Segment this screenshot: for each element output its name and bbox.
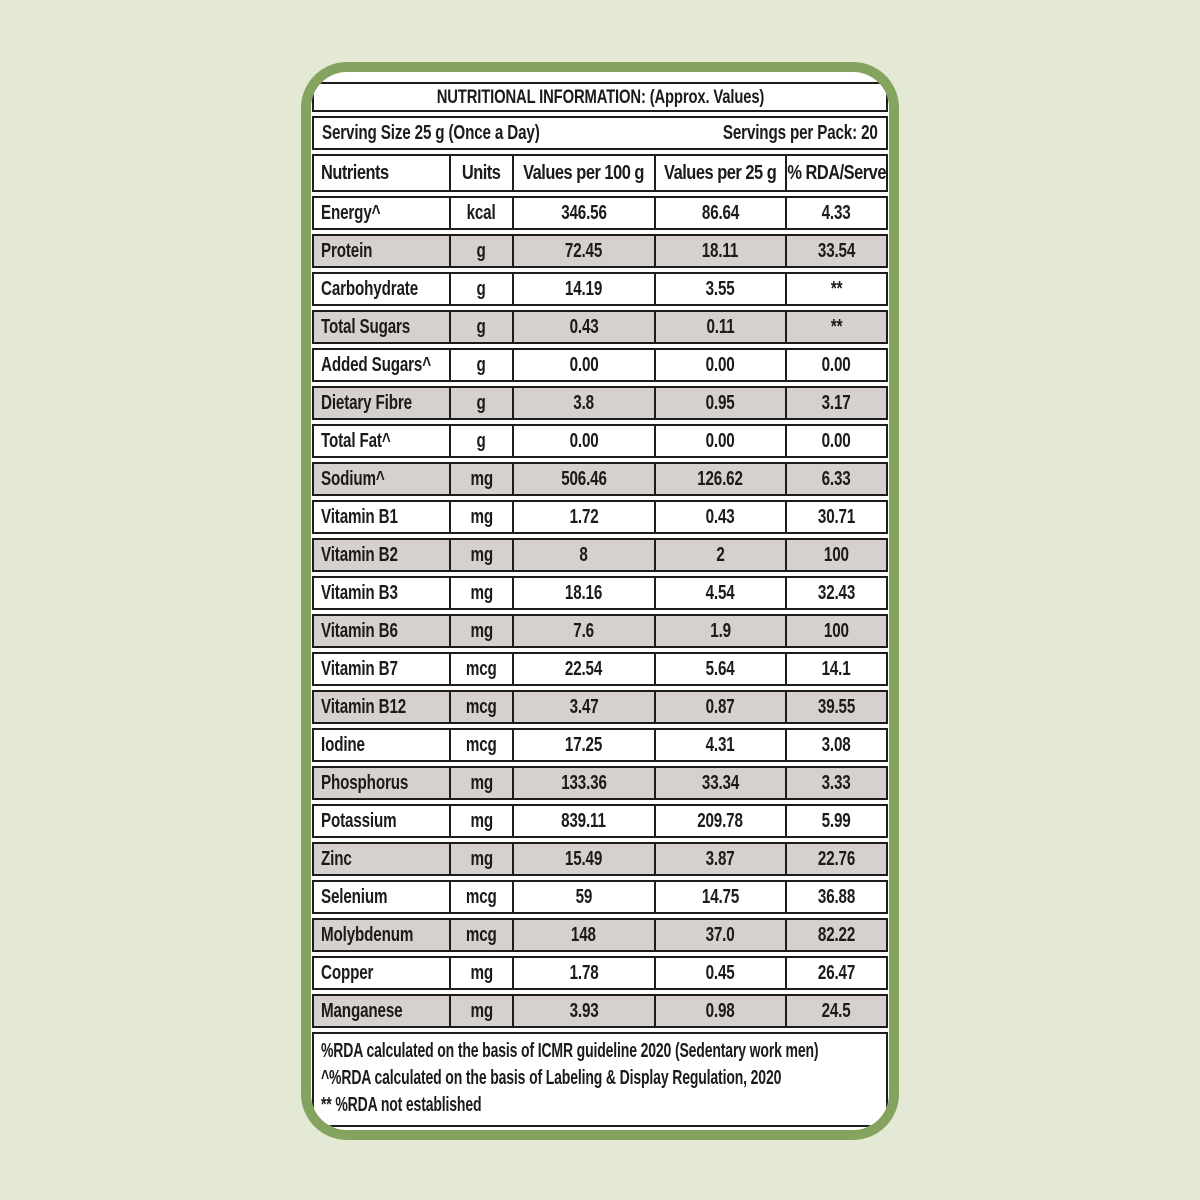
- rda-per-serve-value: 82.22: [817, 923, 856, 946]
- value-per-100g-cell: [512, 312, 654, 342]
- unit-value: mg: [470, 999, 493, 1022]
- column-header-rda-per-serve: % RDA/Serve: [787, 161, 886, 184]
- unit-value: kcal: [466, 201, 496, 224]
- value-per-100g: 14.19: [565, 277, 603, 300]
- unit-cell: [449, 198, 512, 228]
- value-per-100g-cell: [512, 844, 654, 874]
- footnote-rda-not-established: ** %RDA not established: [321, 1094, 482, 1116]
- rda-per-serve-cell: [785, 806, 886, 836]
- unit-value: mcg: [466, 695, 497, 718]
- value-per-100g: 133.36: [561, 771, 607, 794]
- rda-per-serve-value: 14.1: [821, 657, 851, 680]
- nutrient-cell: [314, 578, 449, 608]
- table-row: [312, 728, 888, 762]
- unit-cell: [449, 730, 512, 760]
- unit-value: g: [476, 391, 487, 414]
- unit-cell: [449, 350, 512, 380]
- rda-per-serve-value: 100: [823, 543, 849, 566]
- value-per-25g: 5.64: [705, 657, 735, 680]
- value-per-25g-cell: [654, 768, 785, 798]
- value-per-25g: 126.62: [697, 467, 744, 490]
- rda-per-serve-cell: [785, 464, 886, 494]
- value-per-100g: 0.00: [569, 353, 599, 376]
- nutrient-name: Total Fat^: [321, 429, 391, 452]
- rda-per-serve-value: 100: [823, 619, 849, 642]
- column-header-nutrients: Nutrients: [321, 161, 389, 184]
- nutrient-cell: [314, 654, 449, 684]
- rda-per-serve-cell: [785, 502, 886, 532]
- rda-per-serve-value: 26.47: [817, 961, 856, 984]
- unit-cell: [449, 426, 512, 456]
- table-row: [312, 766, 888, 800]
- nutrient-name: Phosphorus: [321, 771, 409, 794]
- unit-value: mcg: [466, 657, 497, 680]
- value-per-25g-cell: [654, 426, 785, 456]
- rda-per-serve-value: 39.55: [817, 695, 856, 718]
- value-per-100g-cell: [512, 426, 654, 456]
- value-per-25g-cell: [654, 654, 785, 684]
- rda-per-serve-cell: [785, 616, 886, 646]
- table-row: [312, 576, 888, 610]
- table-header-row: [312, 154, 888, 192]
- value-per-100g: 346.56: [561, 201, 607, 224]
- table-row: [312, 272, 888, 306]
- unit-value: mg: [470, 467, 493, 490]
- label-title: NUTRITIONAL INFORMATION: (Approx. Values): [436, 85, 764, 108]
- table-row: [312, 918, 888, 952]
- value-per-100g: 18.16: [565, 581, 603, 604]
- servings-per-pack-text: Servings per Pack: 20: [723, 121, 878, 144]
- unit-value: mcg: [466, 733, 497, 756]
- value-per-25g: 18.11: [702, 239, 739, 262]
- unit-cell: [449, 388, 512, 418]
- nutrient-cell: [314, 920, 449, 950]
- unit-cell: [449, 616, 512, 646]
- nutrient-cell: [314, 464, 449, 494]
- value-per-100g-cell: [512, 464, 654, 494]
- unit-value: g: [476, 277, 487, 300]
- value-per-100g-cell: [512, 236, 654, 266]
- value-per-25g: 14.75: [701, 885, 739, 908]
- nutrient-name: Potassium: [321, 809, 397, 832]
- table-row: [312, 348, 888, 382]
- value-per-25g: 0.98: [705, 999, 735, 1022]
- nutrient-cell: [314, 616, 449, 646]
- value-per-25g-cell: [654, 806, 785, 836]
- table-row: [312, 880, 888, 914]
- rda-per-serve-cell: [785, 388, 886, 418]
- rda-per-serve-cell: [785, 236, 886, 266]
- value-per-25g-cell: [654, 388, 785, 418]
- rda-per-serve-cell: [785, 540, 886, 570]
- rda-per-serve-cell: [785, 730, 886, 760]
- footnotes-box: [312, 1032, 888, 1127]
- nutrient-cell: [314, 882, 449, 912]
- value-per-25g: 0.43: [705, 505, 735, 528]
- value-per-100g-cell: [512, 388, 654, 418]
- unit-cell: [449, 806, 512, 836]
- serving-size-text: Serving Size 25 g (Once a Day): [322, 121, 540, 144]
- nutrient-cell: [314, 502, 449, 532]
- unit-cell: [449, 464, 512, 494]
- value-per-25g-cell: [654, 958, 785, 988]
- nutrient-name: Vitamin B6: [321, 619, 398, 642]
- unit-value: mcg: [466, 923, 497, 946]
- value-per-25g-cell: [654, 996, 785, 1026]
- value-per-100g-cell: [512, 920, 654, 950]
- unit-cell: [449, 844, 512, 874]
- nutrient-name: Selenium: [321, 885, 388, 908]
- nutrient-name: Total Sugars: [321, 315, 411, 338]
- unit-cell: [449, 274, 512, 304]
- nutrient-cell: [314, 198, 449, 228]
- rda-per-serve-value: 24.5: [821, 999, 851, 1022]
- value-per-100g: 839.11: [561, 809, 607, 832]
- value-per-100g: 1.72: [569, 505, 599, 528]
- unit-value: mcg: [466, 885, 497, 908]
- value-per-100g: 72.45: [565, 239, 603, 262]
- nutrient-cell: [314, 350, 449, 380]
- nutrient-name: Vitamin B3: [321, 581, 398, 604]
- unit-cell: [449, 236, 512, 266]
- table-row: [312, 462, 888, 496]
- unit-value: mg: [470, 619, 493, 642]
- unit-value: mg: [470, 543, 493, 566]
- unit-value: mg: [470, 581, 493, 604]
- rda-per-serve-value: 6.33: [821, 467, 851, 490]
- rda-per-serve-cell: [785, 882, 886, 912]
- value-per-25g: 209.78: [697, 809, 744, 832]
- rda-per-serve-value: **: [830, 315, 843, 338]
- value-per-100g-cell: [512, 502, 654, 532]
- value-per-100g-cell: [512, 882, 654, 912]
- nutrient-cell: [314, 426, 449, 456]
- rda-per-serve-value: 3.17: [821, 391, 851, 414]
- value-per-100g-cell: [512, 540, 654, 570]
- rda-per-serve-value: **: [830, 277, 843, 300]
- rda-per-serve-value: 3.33: [821, 771, 851, 794]
- unit-cell: [449, 502, 512, 532]
- value-per-25g-cell: [654, 578, 785, 608]
- rda-per-serve-value: 32.43: [817, 581, 856, 604]
- rda-per-serve-value: 36.88: [817, 885, 856, 908]
- value-per-25g: 4.54: [705, 581, 735, 604]
- value-per-100g: 3.47: [569, 695, 599, 718]
- unit-value: mg: [470, 771, 493, 794]
- nutrient-name: Molybdenum: [321, 923, 414, 946]
- value-per-25g: 86.64: [701, 201, 739, 224]
- value-per-25g: 0.11: [706, 315, 735, 338]
- value-per-25g: 0.00: [705, 353, 735, 376]
- value-per-100g: 3.8: [573, 391, 595, 414]
- label-title-box: [312, 82, 888, 112]
- value-per-100g-cell: [512, 198, 654, 228]
- table-row: [312, 310, 888, 344]
- nutrient-cell: [314, 996, 449, 1026]
- value-per-25g-cell: [654, 616, 785, 646]
- nutrient-name: Sodium^: [321, 467, 385, 490]
- column-header-values-per-25g: Values per 25 g: [664, 161, 777, 184]
- value-per-25g-cell: [654, 730, 785, 760]
- value-per-100g: 8: [579, 543, 588, 566]
- rda-per-serve-value: 30.71: [817, 505, 856, 528]
- rda-per-serve-cell: [785, 426, 886, 456]
- footnote-line: [321, 1092, 879, 1119]
- nutrient-cell: [314, 844, 449, 874]
- nutrient-name: Protein: [321, 239, 373, 262]
- value-per-100g-cell: [512, 654, 654, 684]
- nutrient-cell: [314, 692, 449, 722]
- value-per-25g-cell: [654, 274, 785, 304]
- column-header-values-per-25g-cell: [654, 156, 785, 190]
- value-per-100g-cell: [512, 730, 654, 760]
- nutrient-name: Manganese: [321, 999, 403, 1022]
- value-per-25g-cell: [654, 464, 785, 494]
- value-per-25g-cell: [654, 920, 785, 950]
- value-per-25g-cell: [654, 350, 785, 380]
- table-row: [312, 538, 888, 572]
- value-per-25g: 0.00: [705, 429, 735, 452]
- table-body: [312, 196, 888, 1028]
- nutrient-name: Iodine: [321, 733, 365, 756]
- nutrient-cell: [314, 540, 449, 570]
- table-row: [312, 690, 888, 724]
- unit-cell: [449, 692, 512, 722]
- unit-cell: [449, 578, 512, 608]
- value-per-25g-cell: [654, 882, 785, 912]
- rda-per-serve-value: 0.00: [821, 429, 851, 452]
- nutrient-cell: [314, 806, 449, 836]
- nutrient-name: Energy^: [321, 201, 381, 224]
- rda-per-serve-cell: [785, 768, 886, 798]
- value-per-25g-cell: [654, 312, 785, 342]
- unit-cell: [449, 958, 512, 988]
- nutrient-name: Added Sugars^: [321, 353, 431, 376]
- unit-cell: [449, 882, 512, 912]
- value-per-100g: 3.93: [569, 999, 599, 1022]
- rda-per-serve-cell: [785, 274, 886, 304]
- nutrient-name: Copper: [321, 961, 374, 984]
- table-row: [312, 842, 888, 876]
- value-per-100g: 7.6: [573, 619, 595, 642]
- footnote-rda-icmr: %RDA calculated on the basis of ICMR guideline 2020 (Sedentary work men): [321, 1040, 819, 1062]
- nutrient-name: Vitamin B12: [321, 695, 407, 718]
- nutrient-cell: [314, 236, 449, 266]
- nutrient-cell: [314, 768, 449, 798]
- table-row: [312, 994, 888, 1028]
- value-per-100g-cell: [512, 806, 654, 836]
- rda-per-serve-cell: [785, 920, 886, 950]
- value-per-100g: 0.00: [569, 429, 599, 452]
- value-per-25g: 3.55: [705, 277, 735, 300]
- value-per-100g-cell: [512, 274, 654, 304]
- nutrient-cell: [314, 312, 449, 342]
- value-per-100g: 22.54: [565, 657, 603, 680]
- rda-per-serve-value: 33.54: [817, 239, 856, 262]
- rda-per-serve-cell: [785, 312, 886, 342]
- rda-per-serve-value: 5.99: [821, 809, 851, 832]
- rda-per-serve-cell: [785, 692, 886, 722]
- column-header-units: Units: [462, 161, 501, 184]
- value-per-100g-cell: [512, 996, 654, 1026]
- rda-per-serve-value: 0.00: [821, 353, 851, 376]
- unit-cell: [449, 312, 512, 342]
- rda-per-serve-cell: [785, 996, 886, 1026]
- unit-value: g: [476, 353, 487, 376]
- rda-per-serve-value: 22.76: [817, 847, 856, 870]
- value-per-100g: 1.78: [569, 961, 599, 984]
- unit-cell: [449, 540, 512, 570]
- value-per-25g: 2: [716, 543, 725, 566]
- value-per-25g: 1.9: [709, 619, 731, 642]
- unit-cell: [449, 768, 512, 798]
- rda-per-serve-cell: [785, 198, 886, 228]
- value-per-25g-cell: [654, 502, 785, 532]
- value-per-25g: 0.95: [705, 391, 735, 414]
- rda-per-serve-cell: [785, 654, 886, 684]
- unit-cell: [449, 996, 512, 1026]
- table-row: [312, 652, 888, 686]
- value-per-100g-cell: [512, 768, 654, 798]
- label-stack: [312, 82, 888, 1127]
- nutrient-cell: [314, 730, 449, 760]
- footnote-rda-labeling: ^%RDA calculated on the basis of Labeling & Display Regulation, 2020: [321, 1067, 782, 1089]
- nutrient-name: Dietary Fibre: [321, 391, 412, 414]
- column-header-values-per-100g-cell: [512, 156, 654, 190]
- rda-per-serve-cell: [785, 844, 886, 874]
- value-per-25g-cell: [654, 692, 785, 722]
- value-per-100g: 148: [571, 923, 597, 946]
- value-per-25g: 3.87: [705, 847, 735, 870]
- value-per-100g: 0.43: [569, 315, 599, 338]
- column-header-values-per-100g: Values per 100 g: [523, 161, 645, 184]
- footnote-line: [321, 1065, 879, 1092]
- nutrient-name: Zinc: [321, 847, 352, 870]
- unit-value: g: [476, 315, 487, 338]
- unit-cell: [449, 920, 512, 950]
- rda-per-serve-value: 3.08: [821, 733, 851, 756]
- value-per-100g: 15.49: [565, 847, 603, 870]
- rda-per-serve-cell: [785, 578, 886, 608]
- unit-value: mg: [470, 961, 493, 984]
- value-per-100g-cell: [512, 350, 654, 380]
- unit-value: mg: [470, 847, 493, 870]
- value-per-100g: 506.46: [561, 467, 607, 490]
- nutrient-name: Vitamin B1: [321, 505, 398, 528]
- value-per-100g-cell: [512, 958, 654, 988]
- nutrient-cell: [314, 388, 449, 418]
- footnote-line: [321, 1038, 879, 1065]
- table-row: [312, 386, 888, 420]
- unit-value: mg: [470, 809, 493, 832]
- nutrient-cell: [314, 274, 449, 304]
- value-per-25g: 37.0: [705, 923, 735, 946]
- table-row: [312, 500, 888, 534]
- value-per-25g-cell: [654, 844, 785, 874]
- value-per-25g: 4.31: [705, 733, 735, 756]
- value-per-25g-cell: [654, 198, 785, 228]
- nutrition-label-card: [301, 62, 899, 1140]
- rda-per-serve-cell: [785, 350, 886, 380]
- column-header-units-cell: [449, 156, 512, 190]
- value-per-25g-cell: [654, 236, 785, 266]
- unit-value: g: [476, 239, 487, 262]
- nutrient-cell: [314, 958, 449, 988]
- rda-per-serve-cell: [785, 958, 886, 988]
- value-per-100g: 59: [575, 885, 593, 908]
- nutrient-name: Vitamin B2: [321, 543, 398, 566]
- value-per-100g-cell: [512, 578, 654, 608]
- table-row: [312, 424, 888, 458]
- unit-value: g: [476, 429, 487, 452]
- value-per-25g: 0.45: [705, 961, 735, 984]
- table-row: [312, 234, 888, 268]
- value-per-25g: 33.34: [701, 771, 739, 794]
- column-header-rda-per-serve-cell: [785, 156, 886, 190]
- value-per-25g: 0.87: [705, 695, 735, 718]
- nutrient-name: Vitamin B7: [321, 657, 398, 680]
- rda-per-serve-value: 4.33: [821, 201, 851, 224]
- value-per-100g-cell: [512, 616, 654, 646]
- value-per-100g: 17.25: [565, 733, 603, 756]
- table-row: [312, 956, 888, 990]
- column-header-nutrients-cell: [314, 156, 449, 190]
- unit-value: mg: [470, 505, 493, 528]
- unit-cell: [449, 654, 512, 684]
- value-per-25g-cell: [654, 540, 785, 570]
- value-per-100g-cell: [512, 692, 654, 722]
- nutrient-name: Carbohydrate: [321, 277, 419, 300]
- serving-info-row: [312, 116, 888, 150]
- table-row: [312, 196, 888, 230]
- table-row: [312, 614, 888, 648]
- table-row: [312, 804, 888, 838]
